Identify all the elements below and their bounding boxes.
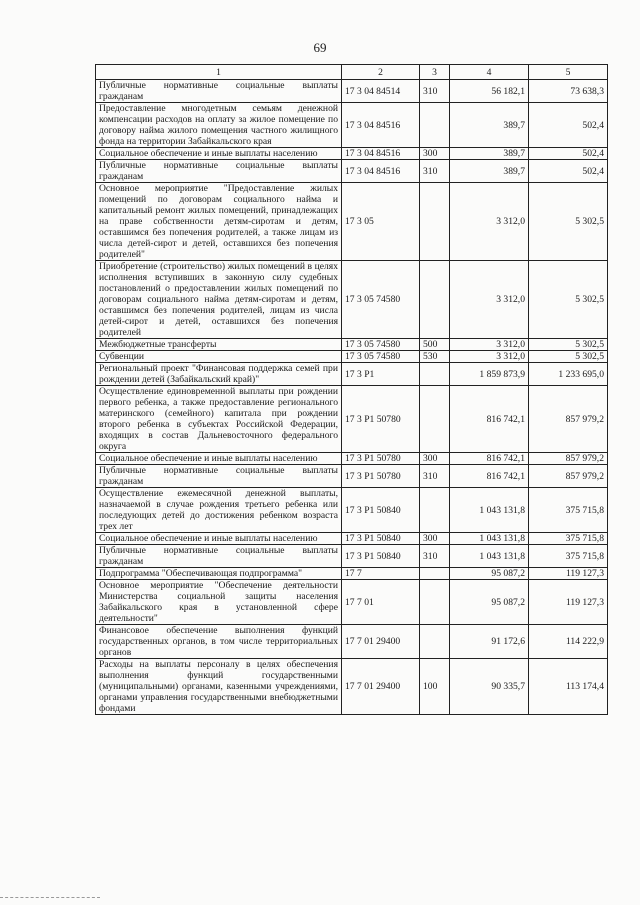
row-name-cell: Публичные нормативные социальные выплаты гражданам <box>96 465 342 488</box>
row-amount-1-cell: 1 043 131,8 <box>450 545 529 568</box>
row-name-cell: Социальное обеспечение и иные выплаты населению <box>96 148 342 160</box>
column-header-amount-1: 4 <box>450 65 529 80</box>
row-name-cell: Публичные нормативные социальные выплаты гражданам <box>96 160 342 183</box>
table-row <box>96 386 608 453</box>
table-row <box>96 363 608 386</box>
row-code-cell: 17 3 04 84516 <box>342 103 420 148</box>
table-row <box>96 453 608 465</box>
row-amount-2-cell: 857 979,2 <box>529 453 608 465</box>
row-expense-type-cell: 530 <box>420 351 450 363</box>
row-name-cell: Межбюджетные трансферты <box>96 339 342 351</box>
row-expense-type-cell <box>420 261 450 339</box>
row-expense-type-cell <box>420 363 450 386</box>
row-expense-type-cell: 310 <box>420 465 450 488</box>
row-expense-type-cell <box>420 625 450 659</box>
scan-artifact-line <box>0 897 100 899</box>
row-code-cell: 17 7 01 29400 <box>342 625 420 659</box>
table-row <box>96 80 608 103</box>
row-name-cell: Приобретение (строительство) жилых помещений в целях исполнения вступивших в законную силу судебных постановлений о предоставлении жилых помещений по договорам социального найма детям-сиротам и детям, оставшимся без попечения родителей, лицам из числа детей-сирот и детей, оставшихся без попечения родителей <box>96 261 342 339</box>
row-name-cell: Основное мероприятие "Предоставление жилых помещений по договорам социального найма и капитальный ремонт жилых помещений, принадлежащих на праве собственности детям-сиротам и детям, оставшимся без попечения родителей, а также лицам из числа детей-сирот и детей, оставшихся без попечения родителей" <box>96 183 342 261</box>
row-amount-1-cell: 389,7 <box>450 160 529 183</box>
table-body <box>96 80 608 715</box>
row-expense-type-cell: 500 <box>420 339 450 351</box>
table-row <box>96 148 608 160</box>
row-code-cell: 17 3 P1 50840 <box>342 545 420 568</box>
row-expense-type-cell: 310 <box>420 80 450 103</box>
row-name-cell: Осуществление ежемесячной денежной выплаты, назначаемой в случае рождения третьего ребенка или последующих детей до достижения ребенком возраста трех лет <box>96 488 342 533</box>
table-row <box>96 580 608 625</box>
row-amount-1-cell: 95 087,2 <box>450 568 529 580</box>
row-amount-2-cell: 73 638,3 <box>529 80 608 103</box>
budget-table <box>95 64 608 715</box>
row-amount-1-cell: 91 172,6 <box>450 625 529 659</box>
row-amount-2-cell: 502,4 <box>529 160 608 183</box>
row-amount-2-cell: 375 715,8 <box>529 488 608 533</box>
row-expense-type-cell: 310 <box>420 160 450 183</box>
table-row <box>96 568 608 580</box>
table-row <box>96 465 608 488</box>
table-row <box>96 533 608 545</box>
row-amount-1-cell: 816 742,1 <box>450 465 529 488</box>
row-code-cell: 17 3 04 84516 <box>342 160 420 183</box>
row-code-cell: 17 3 P1 50780 <box>342 453 420 465</box>
row-amount-2-cell: 5 302,5 <box>529 261 608 339</box>
row-code-cell: 17 7 01 <box>342 580 420 625</box>
row-expense-type-cell: 300 <box>420 148 450 160</box>
table-row <box>96 625 608 659</box>
row-amount-2-cell: 857 979,2 <box>529 386 608 453</box>
row-expense-type-cell: 300 <box>420 533 450 545</box>
row-expense-type-cell: 300 <box>420 453 450 465</box>
row-amount-2-cell: 113 174,4 <box>529 659 608 715</box>
table-row <box>96 183 608 261</box>
row-amount-2-cell: 857 979,2 <box>529 465 608 488</box>
row-amount-2-cell: 5 302,5 <box>529 351 608 363</box>
row-code-cell: 17 3 04 84516 <box>342 148 420 160</box>
table-row <box>96 160 608 183</box>
row-expense-type-cell <box>420 183 450 261</box>
row-amount-2-cell: 375 715,8 <box>529 533 608 545</box>
row-code-cell: 17 7 <box>342 568 420 580</box>
row-amount-1-cell: 389,7 <box>450 103 529 148</box>
row-expense-type-cell <box>420 568 450 580</box>
row-amount-1-cell: 3 312,0 <box>450 261 529 339</box>
row-amount-1-cell: 56 182,1 <box>450 80 529 103</box>
row-amount-1-cell: 816 742,1 <box>450 453 529 465</box>
row-amount-1-cell: 95 087,2 <box>450 580 529 625</box>
row-code-cell: 17 3 05 74580 <box>342 351 420 363</box>
table-row <box>96 659 608 715</box>
row-name-cell: Основное мероприятие "Обеспечение деятельности Министерства социальной защиты населения Забайкальского края в установленной сфере деятельности" <box>96 580 342 625</box>
row-expense-type-cell: 310 <box>420 545 450 568</box>
row-name-cell: Осуществление единовременной выплаты при рождении первого ребенка, а также предоставление регионального материнского (семейного) капитала при рождении второго ребенка в субъектах Российской Федерации, входящих в состав Дальневосточного федерального округа <box>96 386 342 453</box>
row-amount-1-cell: 389,7 <box>450 148 529 160</box>
row-name-cell: Публичные нормативные социальные выплаты гражданам <box>96 545 342 568</box>
row-name-cell: Социальное обеспечение и иные выплаты населению <box>96 533 342 545</box>
row-amount-1-cell: 1 859 873,9 <box>450 363 529 386</box>
row-code-cell: 17 7 01 29400 <box>342 659 420 715</box>
row-amount-1-cell: 3 312,0 <box>450 183 529 261</box>
row-name-cell: Субвенции <box>96 351 342 363</box>
table-row <box>96 103 608 148</box>
row-amount-2-cell: 375 715,8 <box>529 545 608 568</box>
row-expense-type-cell <box>420 386 450 453</box>
row-expense-type-cell <box>420 580 450 625</box>
row-code-cell: 17 3 05 74580 <box>342 339 420 351</box>
row-code-cell: 17 3 P1 50780 <box>342 465 420 488</box>
row-amount-2-cell: 119 127,3 <box>529 568 608 580</box>
page-number: 69 <box>313 40 327 55</box>
row-amount-1-cell: 90 335,7 <box>450 659 529 715</box>
row-name-cell: Предоставление многодетным семьям денежной компенсации расходов на оплату за жилое помещение по договору найма жилого помещения частного жилищного фонда на территории Забайкальского края <box>96 103 342 148</box>
row-expense-type-cell <box>420 103 450 148</box>
table-row <box>96 261 608 339</box>
row-amount-1-cell: 816 742,1 <box>450 386 529 453</box>
row-name-cell: Социальное обеспечение и иные выплаты населению <box>96 453 342 465</box>
table-row <box>96 488 608 533</box>
row-code-cell: 17 3 05 <box>342 183 420 261</box>
column-header-expense-type: 3 <box>420 65 450 80</box>
row-code-cell: 17 3 P1 <box>342 363 420 386</box>
table-header-row <box>96 65 608 80</box>
row-name-cell: Региональный проект "Финансовая поддержка семей при рождении детей (Забайкальский край)" <box>96 363 342 386</box>
row-expense-type-cell: 100 <box>420 659 450 715</box>
row-amount-1-cell: 1 043 131,8 <box>450 488 529 533</box>
row-amount-2-cell: 5 302,5 <box>529 339 608 351</box>
row-name-cell: Публичные нормативные социальные выплаты гражданам <box>96 80 342 103</box>
row-amount-1-cell: 1 043 131,8 <box>450 533 529 545</box>
row-code-cell: 17 3 P1 50780 <box>342 386 420 453</box>
row-amount-1-cell: 3 312,0 <box>450 351 529 363</box>
row-amount-2-cell: 502,4 <box>529 103 608 148</box>
column-header-amount-2: 5 <box>529 65 608 80</box>
row-amount-2-cell: 1 233 695,0 <box>529 363 608 386</box>
row-amount-2-cell: 502,4 <box>529 148 608 160</box>
row-code-cell: 17 3 04 84514 <box>342 80 420 103</box>
row-amount-2-cell: 5 302,5 <box>529 183 608 261</box>
table-row <box>96 339 608 351</box>
row-name-cell: Подпрограмма "Обеспечивающая подпрограмма" <box>96 568 342 580</box>
row-amount-2-cell: 114 222,9 <box>529 625 608 659</box>
row-amount-1-cell: 3 312,0 <box>450 339 529 351</box>
row-expense-type-cell <box>420 488 450 533</box>
row-amount-2-cell: 119 127,3 <box>529 580 608 625</box>
row-name-cell: Расходы на выплаты персоналу в целях обеспечения выполнения функций государственными (муниципальными) органами, казенными учреждениями, органами управления государственными внебюджетными фондами <box>96 659 342 715</box>
row-code-cell: 17 3 05 74580 <box>342 261 420 339</box>
column-header-name: 1 <box>96 65 342 80</box>
row-code-cell: 17 3 P1 50840 <box>342 488 420 533</box>
table-row <box>96 351 608 363</box>
column-header-code: 2 <box>342 65 420 80</box>
table-row <box>96 545 608 568</box>
row-code-cell: 17 3 P1 50840 <box>342 533 420 545</box>
row-name-cell: Финансовое обеспечение выполнения функций государственных органов, в том числе территориальных органов <box>96 625 342 659</box>
